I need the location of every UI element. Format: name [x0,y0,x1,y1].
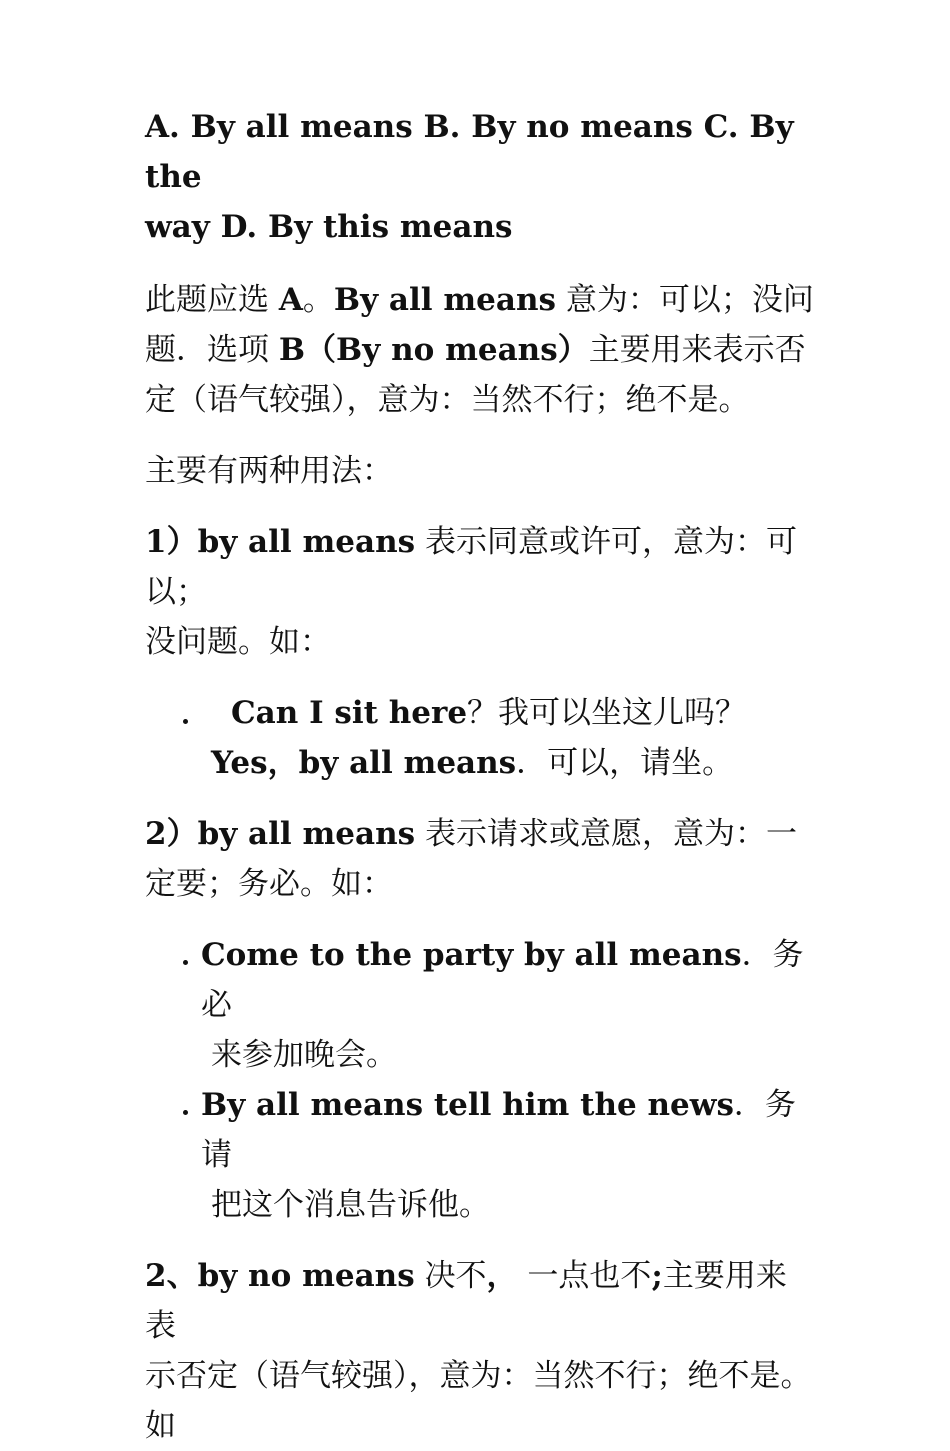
option-b-intro: 题．选项 [145,332,279,368]
answer-text: 此题应选 [145,282,279,318]
option-b-desc: 主要用来表示否 [588,332,806,368]
usage2-line-2: 定要；务必。如： [145,866,393,902]
usage2-text: 表示请求或意愿，意为：一 [415,816,797,852]
usage1-text: 表示同意或许可，意为：可以； [145,524,797,610]
usage-intro: 主要有两种用法： [145,453,393,489]
example1-line-1 [145,930,815,1030]
section2-line-3: 如 [145,1408,176,1444]
usage2-number: 2） [145,816,198,852]
answer-punct: 。 [302,282,334,318]
options-line-1: A. By all means B. By no means C. By the [145,109,794,195]
section2-phrase: by no means [197,1258,415,1294]
usage1-example [145,688,815,788]
document-page [145,102,815,1451]
example1-cn: ．务必 [201,937,804,1023]
answer-phrase: By all means [333,282,556,318]
answer-line-2 [145,325,815,375]
option-b-phrase: B（By no means） [278,332,589,368]
example-question-en: Can I sit here [231,695,468,731]
answer-line-1 [145,275,815,325]
example1-en: Come to the party by all means [201,937,742,973]
example2-line-2: 把这个消息告诉他。 [211,1187,490,1223]
answer-letter: A [278,282,303,318]
answer-meaning: 意为：可以；没问 [555,282,814,318]
section2-text-e: 主要用来表 [145,1258,787,1344]
bullet-icon [183,719,188,724]
section2-semicolon: ; [651,1258,663,1294]
usage2-phrase: by all means [197,816,416,852]
example2-en: By all means tell him the news [201,1087,734,1123]
bullet-icon [183,960,188,965]
section2-comma: ， [486,1258,518,1294]
example-question [145,688,815,738]
usage1-line-1 [145,517,815,617]
section2-text-c: 一点也不 [517,1258,652,1294]
usage2-example-2 [145,1080,815,1230]
example2-line-1 [145,1080,815,1180]
example-question-cn: ？我可以坐这儿吗？ [467,695,747,731]
usage1-line-2: 没问题。如： [145,624,331,660]
example2-cn: ．务请 [201,1087,796,1173]
bullet-icon [183,1110,188,1115]
section2-number: 2、 [145,1258,198,1294]
usage1-number: 1） [145,524,198,560]
usage1-phrase: by all means [197,524,416,560]
options-line-2: way D. By this means [145,209,513,245]
section2-line-1 [145,1251,815,1351]
usage2-line-1 [145,809,815,859]
section2-line-2: 示否定（语气较强），意为：当然不行；绝不是。 [145,1358,812,1394]
example-answer-cn: ．可以，请坐。 [516,745,734,781]
answer-line-3: 定（语气较强），意为：当然不行；绝不是。 [145,382,750,418]
section2-text-a: 决不 [414,1258,487,1294]
example-answer-en: Yes，by all means [211,745,517,781]
example1-line-2: 来参加晚会。 [211,1037,397,1073]
example-answer [145,738,815,788]
usage2-example-1 [145,930,815,1080]
